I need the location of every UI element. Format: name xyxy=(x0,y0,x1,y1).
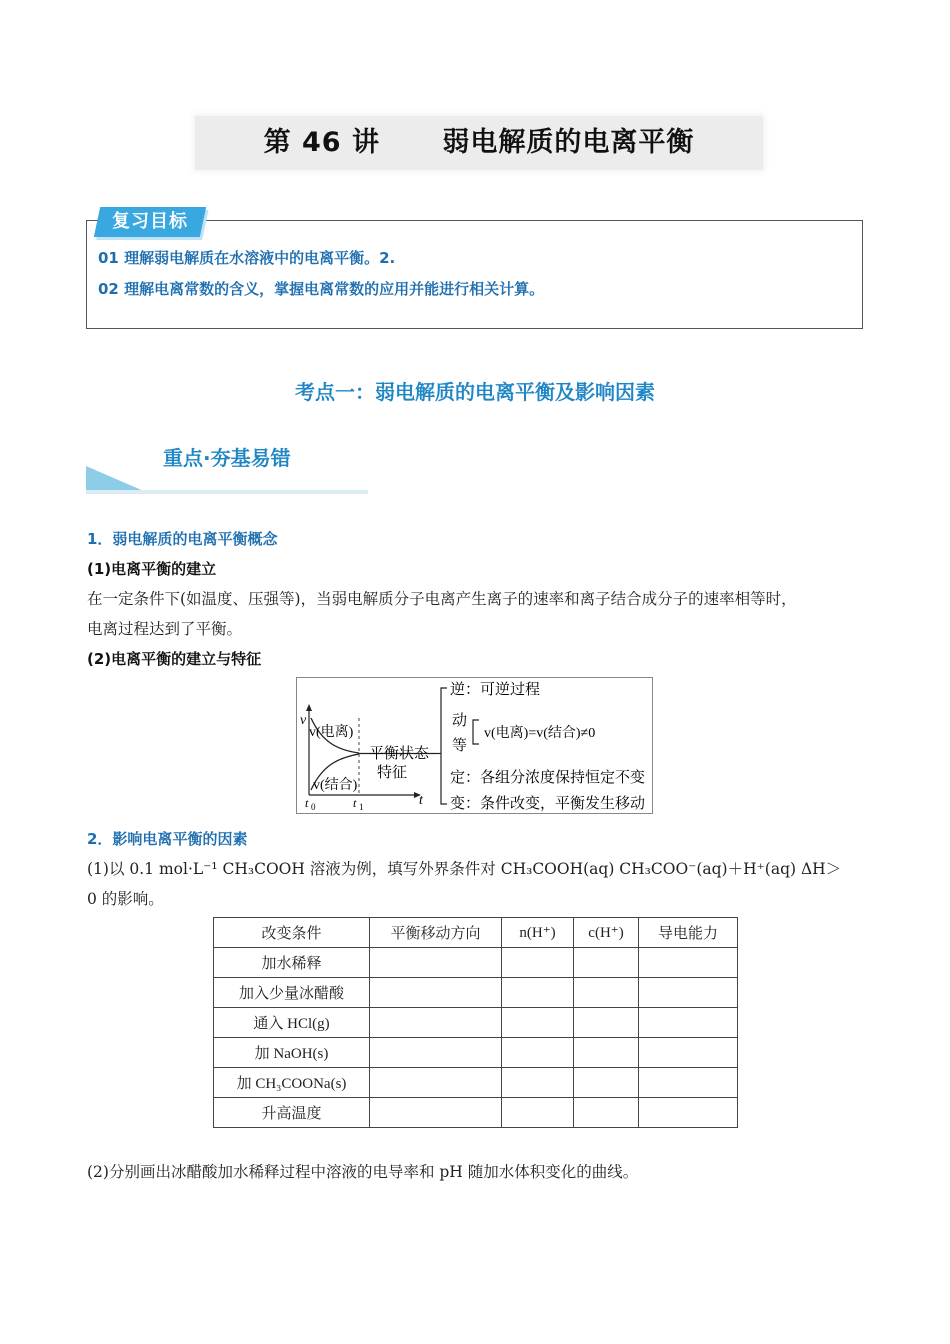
table-answer-cell[interactable] xyxy=(370,1038,502,1068)
table-answer-cell[interactable] xyxy=(574,948,639,978)
table-condition-cell: 加 NaOH(s) xyxy=(214,1038,370,1068)
table-answer-cell[interactable] xyxy=(370,1008,502,1038)
heading-2: 2．影响电离平衡的因素 xyxy=(87,830,248,848)
goal-item-1: 01 理解弱电解质在水溶液中的电离平衡。2. xyxy=(98,249,396,267)
table-condition-cell: 加 CH₃COONa(s) xyxy=(214,1068,370,1098)
table-answer-cell[interactable] xyxy=(502,978,574,1008)
table-answer-cell[interactable] xyxy=(574,978,639,1008)
table-header-row xyxy=(214,918,738,948)
table-answer-cell[interactable] xyxy=(639,948,738,978)
table-condition-cell: 加入少量冰醋酸 xyxy=(214,978,370,1008)
table-answer-cell[interactable] xyxy=(639,1098,738,1128)
table-answer-cell[interactable] xyxy=(639,1038,738,1068)
question-line: (1)以 0.1 mol·L⁻¹ CH₃COOH 溶液为例，填写外界条件对 CH₃COOH(aq) CH₃COO⁻(aq)＋H⁺(aq) ΔH＞ xyxy=(87,860,842,878)
t1-sub: 1 xyxy=(359,802,364,812)
table-answer-cell[interactable] xyxy=(574,1098,639,1128)
page-title: 第 46 讲 弱电解质的电离平衡 xyxy=(263,127,695,158)
table-answer-cell[interactable] xyxy=(502,948,574,978)
sub-banner-title: 重点·夯基易错 xyxy=(163,446,291,470)
table-condition-cell: 通入 HCl(g) xyxy=(214,1008,370,1038)
heading-1: 1．弱电解质的电离平衡概念 xyxy=(87,530,278,548)
t0-label: t xyxy=(305,796,309,810)
feature-constant: 定：各组分浓度保持恒定不变 xyxy=(450,770,646,786)
v-axis-label: v xyxy=(300,713,307,728)
table-answer-cell[interactable] xyxy=(370,1098,502,1128)
table-answer-cell[interactable] xyxy=(639,1068,738,1098)
question-2: (2)分别画出冰醋酸加水稀释过程中溶液的电导率和 pH 随加水体积变化的曲线。 xyxy=(87,1163,639,1181)
paragraph-line: 在一定条件下(如温度、压强等)，当弱电解质分子电离产生离子的速率和离子结合成分子的速率相等时， xyxy=(87,590,797,608)
section-title: 考点一：弱电解质的电离平衡及影响因素 xyxy=(295,380,655,404)
equilibrium-diagram-svg xyxy=(297,678,652,813)
banner-shape xyxy=(86,466,146,492)
table-header-cell: 改变条件 xyxy=(214,918,370,948)
table-answer-cell[interactable] xyxy=(639,978,738,1008)
v-axis-arrow xyxy=(306,704,312,711)
table-answer-cell[interactable] xyxy=(370,948,502,978)
question-line: 0 的影响。 xyxy=(87,890,164,908)
table-answer-cell[interactable] xyxy=(574,1038,639,1068)
subheading-1-2: (2)电离平衡的建立与特征 xyxy=(87,650,262,668)
table-row xyxy=(214,1068,738,1098)
curve-bottom-label: v(结合) xyxy=(313,778,358,793)
goal-item-2: 02 理解电离常数的含义，掌握电离常数的应用并能进行相关计算。 xyxy=(98,280,545,298)
table-answer-cell[interactable] xyxy=(639,1008,738,1038)
table-row xyxy=(214,1008,738,1038)
feature-dynamic: 动 xyxy=(452,713,468,729)
table-header-cell: c(H⁺) xyxy=(574,918,639,948)
table-answer-cell[interactable] xyxy=(502,1008,574,1038)
table-answer-cell[interactable] xyxy=(370,978,502,1008)
curve-top-label: v(电离) xyxy=(309,725,354,740)
feature-reversible: 逆：可逆过程 xyxy=(450,682,541,698)
equilibrium-diagram xyxy=(296,677,653,814)
table-condition-cell: 升高温度 xyxy=(214,1098,370,1128)
feature-bracket xyxy=(441,688,447,804)
feature-change: 变：条件改变，平衡发生移动 xyxy=(450,796,646,812)
state-label-1: 平衡状态 xyxy=(369,746,430,762)
table-row xyxy=(214,978,738,1008)
table-row xyxy=(214,1038,738,1068)
table-row xyxy=(214,948,738,978)
table-answer-cell[interactable] xyxy=(502,1038,574,1068)
feature-rate-equation: v(电离)=v(结合)≠0 xyxy=(484,726,596,741)
table-header-cell: 导电能力 xyxy=(639,918,738,948)
state-label-2: 特征 xyxy=(377,765,408,781)
table-answer-cell[interactable] xyxy=(370,1068,502,1098)
table-row xyxy=(214,1098,738,1128)
banner-underline xyxy=(86,490,368,494)
table-answer-cell[interactable] xyxy=(502,1068,574,1098)
t-axis-label: t xyxy=(419,793,423,808)
conditions-table xyxy=(213,917,738,1128)
paragraph-line: 电离过程达到了平衡。 xyxy=(87,620,243,638)
table-header-cell: n(H⁺) xyxy=(502,918,574,948)
goals-box xyxy=(86,220,863,329)
table-header-cell: 平衡移动方向 xyxy=(370,918,502,948)
goals-tag-label: 复习目标 xyxy=(112,211,188,232)
subheading-1-1: (1)电离平衡的建立 xyxy=(87,560,217,578)
dynamic-equal-bracket xyxy=(473,720,479,744)
paragraph-1-1 xyxy=(87,584,867,644)
t1-label: t xyxy=(353,796,357,810)
question-1 xyxy=(87,854,867,914)
table-answer-cell[interactable] xyxy=(574,1068,639,1098)
table-answer-cell[interactable] xyxy=(574,1008,639,1038)
t0-sub: 0 xyxy=(311,802,316,812)
table-answer-cell[interactable] xyxy=(502,1098,574,1128)
feature-equal: 等 xyxy=(452,738,468,754)
table-condition-cell: 加水稀释 xyxy=(214,948,370,978)
